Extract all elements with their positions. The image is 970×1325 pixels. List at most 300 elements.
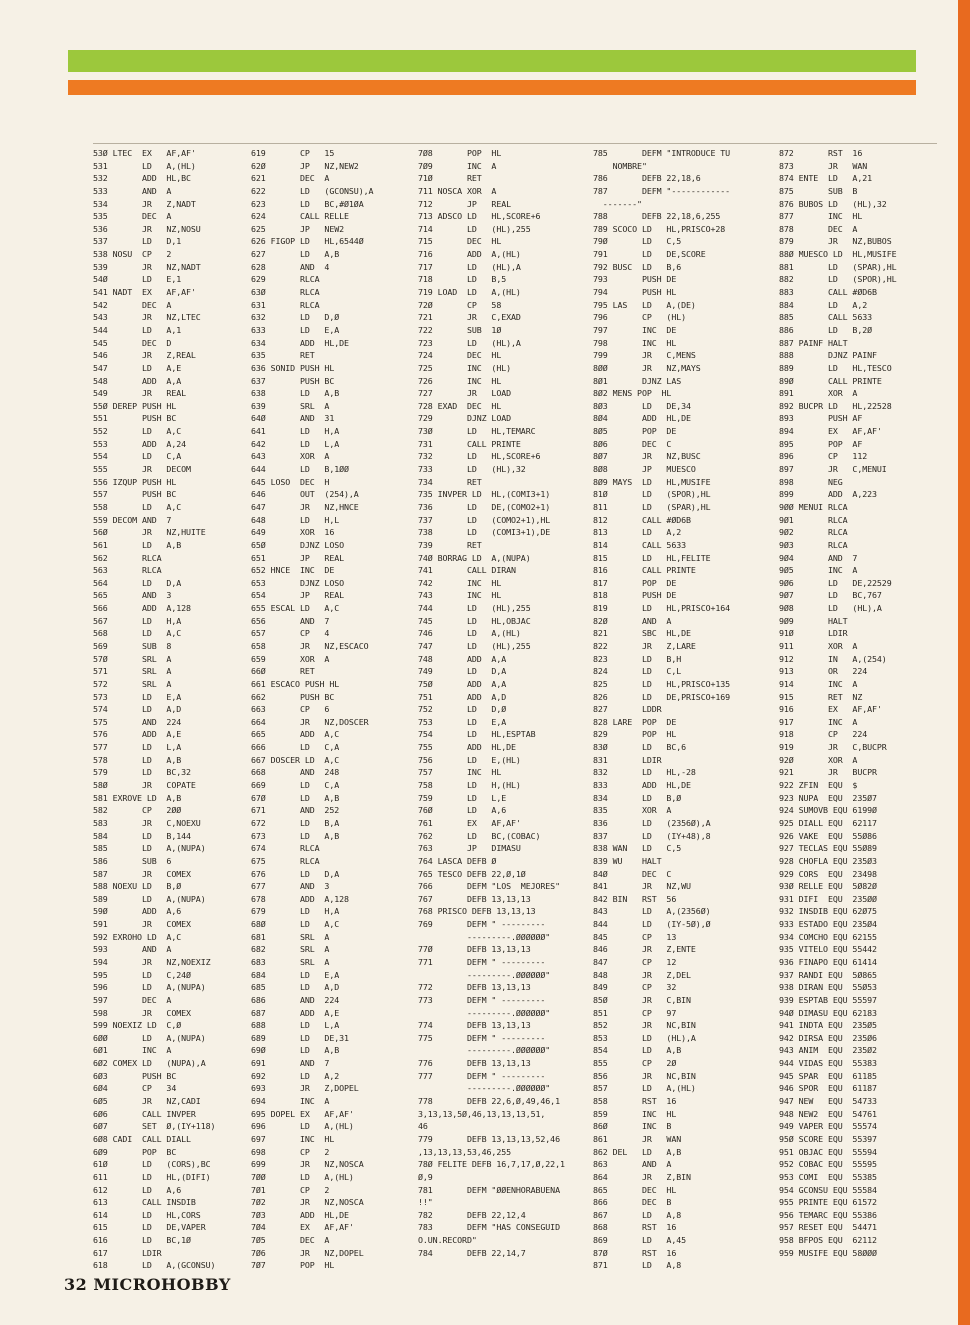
code-line: 772 DEFB 13,13,13: [418, 982, 531, 993]
code-line: 88Ø MUESCO LD HL,MUSIFE: [779, 249, 897, 260]
orange-header-stripe: [68, 80, 916, 95]
code-line: 588 NOEXU LD B,Ø: [93, 881, 182, 892]
code-line: 919 JR C,BUCPR: [779, 742, 887, 753]
code-line: 774 DEFB 13,13,13: [418, 1020, 531, 1031]
code-line: 828 LARE POP DE: [593, 716, 677, 727]
code-line: 831 LDIR: [593, 754, 662, 765]
code-line: 587 JR COMEX: [93, 868, 191, 879]
code-line: 799 JR C,MENS: [593, 350, 696, 361]
code-line: 743 INC HL: [418, 590, 502, 601]
code-line: 6Ø8 CADI CALL DIALL: [93, 1133, 191, 1144]
code-line: 843 LD A,(2356Ø): [593, 906, 711, 917]
code-line: 7Ø9 INC A: [418, 160, 497, 171]
code-line: 545 DEC D: [93, 337, 172, 348]
listing-column-4: [593, 147, 780, 1272]
code-line: 933 ESTADO EQU 235Ø4: [779, 919, 877, 930]
code-line: 677 AND 3: [251, 881, 330, 892]
code-line: 927 TECLAS EQU 55Ø89: [779, 843, 877, 854]
code-line: 867 LD A,8: [593, 1209, 682, 1220]
code-line: 622 LD (GCONSU),A: [251, 185, 374, 196]
code-line: 536 JR NZ,NOSU: [93, 223, 201, 234]
code-line: 672 LD B,A: [251, 817, 340, 828]
code-line: 585 LD A,(NUPA): [93, 843, 206, 854]
code-line: 832 LD HL,-28: [593, 767, 696, 778]
code-line: 815 LD HL,FELITE: [593, 552, 711, 563]
code-line: 8Ø1 DJNZ LAS: [593, 375, 682, 386]
code-line: 895 POP AF: [779, 438, 863, 449]
code-line: 551 PUSH BC: [93, 413, 177, 424]
code-line: 8Ø9 MAYS LD HL,MUSIFE: [593, 476, 711, 487]
code-line: 939 ESPTAB EQU 55597: [779, 994, 877, 1005]
code-line: 929 CORS EQU 23498: [779, 868, 877, 879]
code-line: 949 VAPER EQU 55574: [779, 1121, 877, 1132]
code-line: 711 NOSCA XOR A: [418, 185, 497, 196]
code-line: 566 ADD A,128: [93, 603, 191, 614]
code-line: 613 CALL INSDIB: [93, 1197, 196, 1208]
code-line: 548 ADD A,A: [93, 375, 182, 386]
code-line: 923 NUPA EQU 235Ø7: [779, 792, 877, 803]
code-line: 784 DEFB 22,14,7: [418, 1247, 526, 1258]
code-line: 713 ADSCO LD HL,SCORE+6: [418, 211, 541, 222]
code-line: 931 DIFI EQU 235ØØ: [779, 893, 877, 904]
code-line: 788 DEFB 22,18,6,255: [593, 211, 721, 222]
code-line: 891 XOR A: [779, 388, 858, 399]
code-line: 616 LD BC,1Ø: [93, 1235, 191, 1246]
code-line: 9Ø1 RLCA: [779, 514, 848, 525]
code-line: 757 INC HL: [418, 767, 502, 778]
code-line: 763 JP DIMASU: [418, 843, 521, 854]
code-line: 9Ø6 LD DE,22529: [779, 577, 892, 588]
code-line: 57Ø SRL A: [93, 653, 172, 664]
code-line: 674 RLCA: [251, 843, 320, 854]
code-line: 954 GCONSU EQU 55584: [779, 1184, 877, 1195]
code-line: 584 LD B,144: [93, 830, 191, 841]
code-line: 899 ADD A,223: [779, 489, 877, 500]
listing-column-5: [779, 147, 944, 1259]
code-line: 699 JR NZ,NOSCA: [251, 1159, 364, 1170]
code-line: 841 JR NZ,WU: [593, 881, 691, 892]
code-line: 955 PRINTE EQU 61572: [779, 1197, 877, 1208]
code-line: 72Ø CP 58: [418, 299, 502, 310]
code-line: 797 INC DE: [593, 324, 677, 335]
code-line: 7Ø7 POP HL: [251, 1260, 335, 1271]
code-line: 885 CALL 5633: [779, 312, 873, 323]
code-line: 761 EX AF,AF': [418, 817, 521, 828]
code-line: 728 EXAD DEC HL: [418, 400, 502, 411]
code-line: 614 LD HL,CORS: [93, 1209, 201, 1220]
code-line: 816 CALL PRINTE: [593, 565, 696, 576]
code-line: 69Ø LD A,B: [251, 1045, 340, 1056]
code-line: 535 DEC A: [93, 211, 172, 222]
code-line: 6Ø5 JR NZ,CADI: [93, 1096, 201, 1107]
code-line: 754 LD HL,ESPTAB: [418, 729, 536, 740]
code-line: 8Ø6 DEC C: [593, 438, 672, 449]
code-line: 729 DJNZ LOAD: [418, 413, 512, 424]
code-line: 781 DEFM "ØØENHORABUENA: [418, 1184, 560, 1195]
code-line: 739 RET: [418, 539, 482, 550]
code-line: 9Ø2 RLCA: [779, 527, 848, 538]
code-line: 849 CP 32: [593, 982, 677, 993]
code-line: 8Ø5 POP DE: [593, 426, 677, 437]
code-line: 942 DIRSA EQU 235Ø6: [779, 1032, 877, 1043]
code-line: 693 JR Z,DOPEL: [251, 1083, 359, 1094]
code-line: 539 JR NZ,NADT: [93, 261, 201, 272]
code-line: 723 LD (HL),A: [418, 337, 521, 348]
code-line: 792 BUSC LD B,6: [593, 261, 682, 272]
code-line: 558 LD A,C: [93, 501, 182, 512]
code-line: 589 LD A,(NUPA): [93, 893, 206, 904]
code-line: ---------.ØØØØØØ": [418, 1007, 551, 1018]
code-line: 55Ø DEREP PUSH HL: [93, 400, 177, 411]
code-line: 861 JR WAN: [593, 1133, 682, 1144]
code-line: 877 INC HL: [779, 211, 863, 222]
code-line: 65Ø DJNZ LOSO: [251, 539, 345, 550]
code-line: 562 RLCA: [93, 552, 162, 563]
code-line: 532 ADD HL,BC: [93, 173, 191, 184]
code-line: 834 LD B,Ø: [593, 792, 682, 803]
code-line: ---------.ØØØØØØ": [418, 1045, 551, 1056]
code-line: 916 EX AF,AF': [779, 704, 882, 715]
code-line: 621 DEC A: [251, 173, 330, 184]
code-line: 714 LD (HL),255: [418, 223, 531, 234]
code-line: Ø,9: [418, 1171, 433, 1182]
code-line: 681 SRL A: [251, 931, 330, 942]
code-line: 661 ESCACO PUSH HL: [251, 678, 340, 689]
code-line: 724 DEC HL: [418, 350, 502, 361]
code-line: 8Ø7 JR NZ,BUSC: [593, 451, 701, 462]
code-line: 882 LD (SPOR),HL: [779, 274, 897, 285]
code-line: 869 LD A,45: [593, 1235, 687, 1246]
code-line: 741 CALL DIRAN: [418, 565, 516, 576]
code-line: 746 LD A,(HL): [418, 628, 521, 639]
code-line: 767 DEFB 13,13,13: [418, 893, 531, 904]
code-line: 9Ø9 HALT: [779, 615, 848, 626]
code-line: 611 LD HL,(DIFI): [93, 1171, 211, 1182]
code-line: 615 LD DE,VAPER: [93, 1222, 206, 1233]
code-line: 796 CP (HL): [593, 312, 687, 323]
code-line: 629 RLCA: [251, 274, 320, 285]
code-line: 751 ADD A,D: [418, 691, 507, 702]
code-line: 759 LD L,E: [418, 792, 507, 803]
code-line: 571 SRL A: [93, 666, 172, 677]
code-line: 829 POP HL: [593, 729, 677, 740]
code-line: 582 CP 2ØØ: [93, 805, 182, 816]
code-line: 46: [418, 1121, 428, 1132]
code-line: 952 COBAC EQU 55595: [779, 1159, 877, 1170]
code-line: 625 JP NEW2: [251, 223, 345, 234]
code-line: 63Ø RLCA: [251, 287, 320, 298]
code-line: 814 CALL 5633: [593, 539, 687, 550]
code-line: 6Ø2 COMEX LD (NUPA),A: [93, 1058, 206, 1069]
code-line: 951 OBJAC EQU 55594: [779, 1146, 877, 1157]
code-line: 689 LD DE,31: [251, 1032, 349, 1043]
code-line: 8Ø2 MENS POP HL: [593, 388, 672, 399]
code-line: 835 XOR A: [593, 805, 672, 816]
code-line: 665 ADD A,C: [251, 729, 340, 740]
code-line: 798 INC HL: [593, 337, 677, 348]
code-line: 914 INC A: [779, 678, 858, 689]
code-line: 7Ø1 CP 2: [251, 1184, 330, 1195]
code-line: 897 JR C,MENUI: [779, 464, 887, 475]
code-line: 612 LD A,6: [93, 1184, 182, 1195]
code-line: 775 DEFM " ---------: [418, 1032, 546, 1043]
code-line: 6Ø7 SET Ø,(IY+118): [93, 1121, 216, 1132]
code-line: 742 INC HL: [418, 577, 502, 588]
code-line: 758 LD H,(HL): [418, 780, 521, 791]
code-line: 936 FINAPO EQU 61414: [779, 957, 877, 967]
code-line: 957 RESET EQU 54471: [779, 1222, 877, 1233]
code-line: 646 OUT (254),A: [251, 489, 359, 500]
code-line: 666 LD C,A: [251, 742, 340, 753]
code-line: 737 LD (COMO2+1),HL: [418, 514, 551, 525]
code-line: 565 AND 3: [93, 590, 172, 601]
code-line: 722 SUB 1Ø: [418, 324, 502, 335]
code-line: 716 ADD A,(HL): [418, 249, 521, 260]
code-line: -------": [593, 198, 642, 209]
code-line: 624 CALL RELLE: [251, 211, 349, 222]
code-line: 941 INDTA EQU 235Ø5: [779, 1020, 877, 1031]
code-line: 663 CP 6: [251, 704, 330, 715]
code-line: 581 EXROVE LD A,B: [93, 792, 182, 803]
code-line: 768 PRISCO DEFB 13,13,13: [418, 906, 536, 917]
code-line: 556 IZQUP PUSH HL: [93, 476, 177, 487]
code-line: 756 LD E,(HL): [418, 754, 521, 765]
code-line: 669 LD C,A: [251, 780, 340, 791]
code-line: 549 JR REAL: [93, 388, 187, 399]
code-line: 848 JR Z,DEL: [593, 969, 691, 980]
code-line: 712 JP REAL: [418, 198, 512, 209]
code-line: 95Ø SCORE EQU 55397: [779, 1133, 877, 1144]
assembly-listing: [93, 147, 937, 1271]
code-line: 8ØØ JR NZ,MAYS: [593, 362, 701, 373]
code-line: 926 VAKE EQU 55Ø86: [779, 830, 877, 841]
code-line: 542 DEC A: [93, 299, 172, 310]
code-line: 875 SUB B: [779, 185, 858, 196]
code-line: 659 XOR A: [251, 653, 330, 664]
code-line: 655 ESCAL LD A,C: [251, 603, 340, 614]
code-line: 695 DOPEL EX AF,AF': [251, 1108, 354, 1119]
code-line: 874 ENTE LD A,21: [779, 173, 873, 184]
code-line: 83Ø LD BC,6: [593, 742, 687, 753]
code-line: 554 LD C,A: [93, 451, 182, 462]
code-line: 734 RET: [418, 476, 482, 487]
code-line: 876 BUBOS LD (HL),32: [779, 198, 887, 209]
code-line: 6Ø1 INC A: [93, 1045, 172, 1056]
code-line: 687 ADD A,E: [251, 1007, 340, 1018]
code-line: 531 LD A,(HL): [93, 160, 196, 171]
code-line: 692 LD A,2: [251, 1070, 340, 1081]
code-line: 79Ø LD C,5: [593, 236, 682, 247]
code-line: 697 INC HL: [251, 1133, 335, 1144]
code-line: 652 HNCE INC DE: [251, 565, 335, 576]
code-line: 893 PUSH AF: [779, 413, 863, 424]
code-line: 717 LD (HL),A: [418, 261, 521, 272]
code-line: 736 LD DE,(COMO2+1): [418, 501, 551, 512]
code-line: 7Ø3 ADD HL,DE: [251, 1209, 349, 1220]
code-line: 58Ø JR COPATE: [93, 780, 196, 791]
code-line: 934 COMCHO EQU 62155: [779, 931, 877, 942]
code-line: 771 DEFM " ---------: [418, 957, 546, 967]
code-line: 6Ø4 CP 34: [93, 1083, 177, 1094]
code-line: 813 LD A,2: [593, 527, 682, 538]
code-line: 676 LD D,A: [251, 868, 340, 879]
code-line: 569 SUB 8: [93, 640, 172, 651]
code-line: 769 DEFM " ---------: [418, 919, 546, 930]
code-line: ---------.ØØØØØØ": [418, 931, 551, 942]
code-line: 75Ø ADD A,A: [418, 678, 507, 689]
code-line: 718 LD B,5: [418, 274, 507, 285]
code-line: 795 LAS LD A,(DE): [593, 299, 696, 310]
code-line: 76Ø LD A,6: [418, 805, 507, 816]
code-line: 595 LD C,24Ø: [93, 969, 191, 980]
page-footer: 32 MICROHOBBY: [64, 1275, 231, 1294]
code-line: 645 LOSO DEC H: [251, 476, 330, 487]
code-line: 778 DEFB 22,6,Ø,49,46,1: [418, 1096, 560, 1107]
code-line: 883 CALL #ØD6B: [779, 287, 877, 298]
code-line: 673 LD A,B: [251, 830, 340, 841]
code-line: 54Ø LD E,1: [93, 274, 182, 285]
code-line: 73Ø LD HL,TEMARC: [418, 426, 536, 437]
code-line: 568 LD A,C: [93, 628, 182, 639]
code-line: 53Ø LTEC EX AF,AF': [93, 148, 196, 158]
code-line: 915 RET NZ: [779, 691, 863, 702]
code-line: 732 LD HL,SCORE+6: [418, 451, 541, 462]
code-line: 68Ø LD A,C: [251, 919, 340, 930]
code-line: 61Ø LD (CORS),BC: [93, 1159, 211, 1170]
code-line: 596 LD A,(NUPA): [93, 982, 206, 993]
code-line: 626 FIGOP LD HL,6544Ø: [251, 236, 364, 247]
code-line: 662 PUSH BC: [251, 691, 335, 702]
code-line: 678 ADD A,128: [251, 893, 349, 904]
code-line: 889 LD HL,TESCO: [779, 362, 892, 373]
code-line: 921 JR BUCPR: [779, 767, 877, 778]
code-line: 74Ø BORRAG LD A,(NUPA): [418, 552, 531, 563]
code-line: 628 AND 4: [251, 261, 330, 272]
code-line: 943 ANIM EQU 235Ø2: [779, 1045, 877, 1056]
code-line: 658 JR NZ,ESCACO: [251, 640, 369, 651]
code-line: 793 PUSH DE: [593, 274, 677, 285]
code-line: 686 AND 224: [251, 994, 340, 1005]
code-line: 623 LD BC,#Ø1ØA: [251, 198, 364, 209]
code-line: 886 LD B,2Ø: [779, 324, 873, 335]
code-line: 598 JR COMEX: [93, 1007, 191, 1018]
code-line: 938 DIRAN EQU 55Ø53: [779, 982, 877, 993]
code-line: 864 JR Z,BIN: [593, 1171, 691, 1182]
code-line: 6Ø9 POP BC: [93, 1146, 177, 1157]
code-line: 87Ø RST 16: [593, 1247, 677, 1258]
code-line: !!": [418, 1197, 433, 1208]
code-line: 9Ø3 RLCA: [779, 539, 848, 550]
code-line: 912 IN A,(254): [779, 653, 887, 664]
code-line: 594 JR NZ,NOEXIZ: [93, 957, 211, 967]
code-line: 779 DEFB 13,13,13,52,46: [418, 1133, 560, 1144]
code-line: 917 INC A: [779, 716, 858, 727]
code-line: 664 JR NZ,DOSCER: [251, 716, 369, 727]
code-line: 854 LD A,B: [593, 1045, 682, 1056]
code-line: 844 LD (IY-5Ø),Ø: [593, 919, 711, 930]
code-line: 856 JR NC,BIN: [593, 1070, 696, 1081]
code-line: 725 INC (HL): [418, 362, 512, 373]
code-line: 777 DEFM " ---------: [418, 1070, 546, 1081]
code-line: 654 JP REAL: [251, 590, 345, 601]
code-line: 71Ø RET: [418, 173, 482, 184]
code-line: 537 LD D,1: [93, 236, 182, 247]
code-line: 862 DEL LD A,B: [593, 1146, 682, 1157]
code-line: 727 JR LOAD: [418, 388, 512, 399]
code-line: 619 CP 15: [251, 148, 335, 158]
code-line: 599 NOEXIZ LD C,Ø: [93, 1020, 182, 1031]
code-line: 639 SRL A: [251, 400, 330, 411]
code-line: 635 RET: [251, 350, 315, 361]
code-line: 682 SRL A: [251, 944, 330, 955]
code-line: 84Ø DEC C: [593, 868, 672, 879]
code-line: 9Ø8 LD (HL),A: [779, 603, 882, 614]
code-line: 827 LDDR: [593, 704, 662, 715]
code-line: 8Ø8 JP MUESCO: [593, 464, 696, 475]
code-line: 586 SUB 6: [93, 855, 172, 866]
code-line: 647 JR NZ,HNCE: [251, 501, 359, 512]
code-line: 863 AND A: [593, 1159, 672, 1170]
code-line: 3,13,13,5Ø,46,13,13,13,51,: [418, 1108, 546, 1119]
code-line: 868 RST 16: [593, 1222, 677, 1233]
code-line: 6Ø3 PUSH BC: [93, 1070, 177, 1081]
code-line: 7Ø6 JR NZ,DOPEL: [251, 1247, 364, 1258]
code-line: 873 JR WAN: [779, 160, 868, 171]
code-line: 567 LD H,A: [93, 615, 182, 626]
code-line: 579 LD BC,32: [93, 767, 191, 778]
code-line: 64Ø AND 31: [251, 413, 335, 424]
page-edge-band: [958, 0, 970, 1325]
code-line: 577 LD L,A: [93, 742, 182, 753]
code-line: 691 AND 7: [251, 1058, 330, 1069]
code-line: 911 XOR A: [779, 640, 858, 651]
code-line: 898 NEG: [779, 476, 843, 487]
code-line: 7Ø8 POP HL: [418, 148, 502, 158]
code-line: 794 PUSH HL: [593, 287, 677, 298]
listing-column-3: [418, 147, 588, 1259]
code-line: 618 LD A,(GCONSU): [93, 1260, 216, 1271]
code-line: 946 SPOR EQU 61187: [779, 1083, 877, 1094]
code-line: 574 LD A,D: [93, 704, 182, 715]
code-line: 93Ø RELLE EQU 5Ø82Ø: [779, 881, 877, 892]
code-line: 765 TESCO DEFB 22,Ø,1Ø: [418, 868, 526, 879]
code-line: 764 LASCA DEFB Ø: [418, 855, 497, 866]
code-line: 694 INC A: [251, 1096, 330, 1107]
code-line: 925 DIALL EQU 62117: [779, 817, 877, 828]
code-line: 884 LD A,2: [779, 299, 868, 310]
code-line: 726 INC HL: [418, 375, 502, 386]
code-line: 8Ø3 LD DE,34: [593, 400, 691, 411]
code-line: 838 WAN LD C,5: [593, 843, 682, 854]
code-line: 638 LD A,B: [251, 388, 340, 399]
code-line: 651 JP REAL: [251, 552, 345, 563]
code-line: 836 LD (2356Ø),A: [593, 817, 711, 828]
code-line: 749 LD D,A: [418, 666, 507, 677]
code-line: 959 MUSIFE EQU 58ØØØ: [779, 1247, 877, 1258]
code-line: 956 TEMARC EQU 55386: [779, 1209, 877, 1220]
code-line: 555 JR DECOM: [93, 464, 191, 475]
listing-column-2: [251, 147, 414, 1272]
code-line: 685 LD A,D: [251, 982, 340, 993]
code-line: 744 LD (HL),255: [418, 603, 531, 614]
code-line: 752 LD D,Ø: [418, 704, 507, 715]
code-line: 696 LD A,(HL): [251, 1121, 354, 1132]
code-line: 563 RLCA: [93, 565, 162, 576]
code-line: 945 SPAR EQU 61185: [779, 1070, 877, 1081]
code-line: 572 SRL A: [93, 678, 172, 689]
code-line: 91Ø LDIR: [779, 628, 848, 639]
code-line: 811 LD (SPAR),HL: [593, 501, 711, 512]
